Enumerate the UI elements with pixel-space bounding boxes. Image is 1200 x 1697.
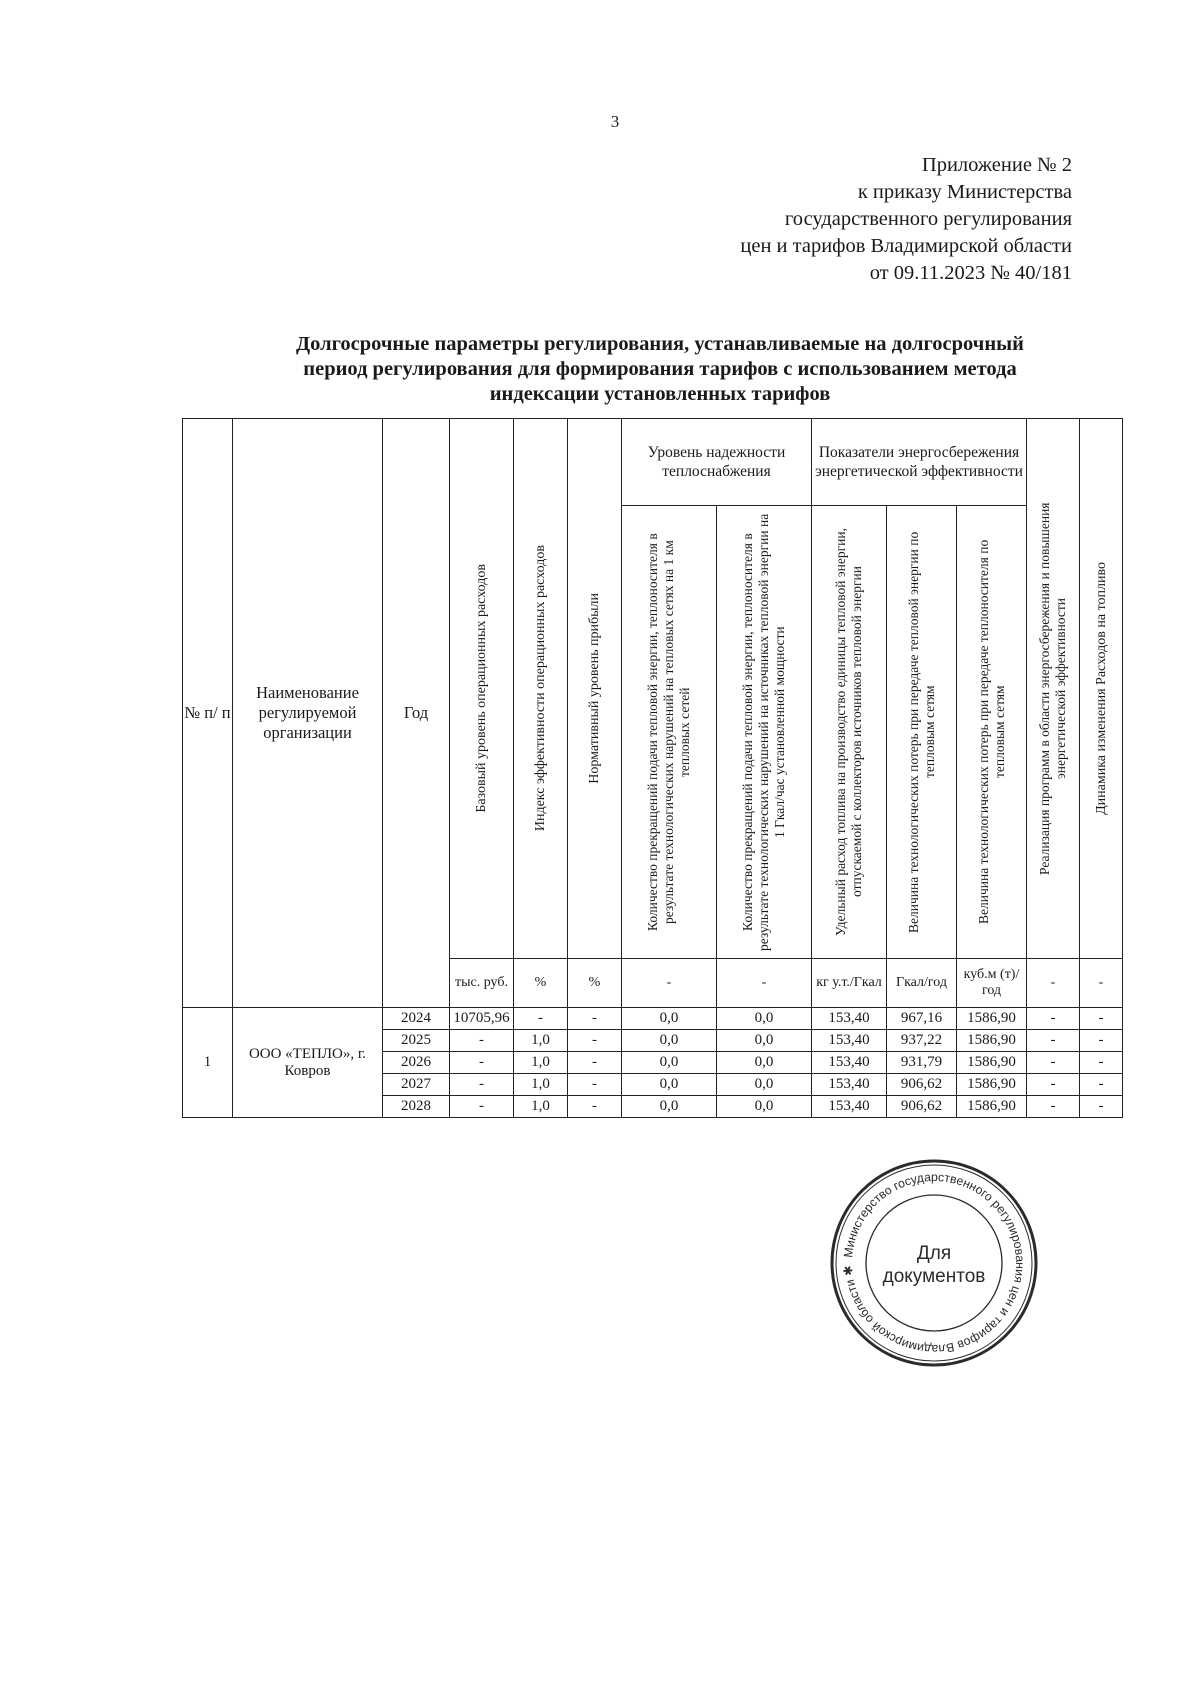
cell-efficiency-index: - <box>514 1008 568 1030</box>
header-group-energy: Показатели энергосбережения энергетической эффективности <box>812 419 1027 506</box>
cell-year: 2028 <box>383 1096 450 1118</box>
cell-interruptions-networks: 0,0 <box>622 1052 717 1074</box>
title-line: Долгосрочные параметры регулирования, устанавливаемые на долгосрочный <box>296 333 1024 355</box>
header-group-reliability: Уровень надежности теплоснабжения <box>622 419 812 506</box>
appendix-line: Приложение № 2 <box>921 154 1072 176</box>
cell-base-opex: - <box>450 1074 514 1096</box>
header-interruptions-sources <box>717 506 812 959</box>
seal-center-line: Для <box>916 1243 952 1264</box>
header-efficiency-index-text: Индекс эффективности операционных расходов <box>533 545 548 832</box>
cell-programs: - <box>1027 1052 1080 1074</box>
cell-programs: - <box>1027 1030 1080 1052</box>
cell-efficiency-index: 1,0 <box>514 1052 568 1074</box>
appendix-header <box>740 152 1072 287</box>
cell-interruptions-sources: 0,0 <box>717 1052 812 1074</box>
cell-programs: - <box>1027 1074 1080 1096</box>
unit-heat-losses: Гкал/год <box>887 959 957 1008</box>
cell-heat-losses: 931,79 <box>887 1052 957 1074</box>
cell-interruptions-sources: 0,0 <box>717 1074 812 1096</box>
cell-interruptions-networks: 0,0 <box>622 1008 717 1030</box>
seal-ring-text: Министерство государственного регулирования цен и тарифов Владимирской области ✱ <box>840 1169 1028 1357</box>
cell-year: 2025 <box>383 1030 450 1052</box>
cell-base-opex: - <box>450 1096 514 1118</box>
org-name: ООО «ТЕПЛО», г. Ковров <box>233 1008 383 1118</box>
cell-carrier-losses: 1586,90 <box>957 1074 1027 1096</box>
cell-carrier-losses: 1586,90 <box>957 1052 1027 1074</box>
cell-base-opex: - <box>450 1030 514 1052</box>
unit-fuel-rate: кг у.т./Гкал <box>812 959 887 1008</box>
header-number: № п/ п <box>183 419 233 1008</box>
cell-profit: - <box>568 1096 622 1118</box>
header-fuel-rate-text: Удельный расход топлива на производство единицы тепловой энергии, отпускаемой с коллекторов источников тепловой энергии <box>833 528 864 936</box>
header-heat-losses-text: Величина технологических потерь при передаче тепловой энергии по тепловым сетям <box>905 531 937 933</box>
cell-interruptions-sources: 0,0 <box>717 1008 812 1030</box>
org-number: 1 <box>183 1008 233 1118</box>
cell-programs: - <box>1027 1096 1080 1118</box>
cell-year: 2026 <box>383 1052 450 1074</box>
cell-fuel-dynamics: - <box>1080 1074 1123 1096</box>
header-heat-losses <box>887 506 957 959</box>
cell-fuel-rate: 153,40 <box>812 1096 887 1118</box>
cell-year: 2027 <box>383 1074 450 1096</box>
appendix-line: цен и тарифов Владимирской области <box>740 235 1072 257</box>
unit-efficiency-index: % <box>514 959 568 1008</box>
cell-carrier-losses: 1586,90 <box>957 1030 1027 1052</box>
header-fuel-rate <box>812 506 887 959</box>
cell-fuel-dynamics: - <box>1080 1030 1123 1052</box>
cell-carrier-losses: 1586,90 <box>957 1008 1027 1030</box>
cell-efficiency-index: 1,0 <box>514 1074 568 1096</box>
appendix-line: от 09.11.2023 № 40/181 <box>869 262 1072 284</box>
cell-fuel-rate: 153,40 <box>812 1030 887 1052</box>
title-line: период регулирования для формирования тарифов с использованием метода <box>303 358 1017 380</box>
unit-carrier-losses: куб.м (т)/год <box>957 959 1027 1008</box>
cell-interruptions-networks: 0,0 <box>622 1030 717 1052</box>
header-organization: Наименование регулируемой организации <box>233 419 383 1008</box>
title-line: индексации установленных тарифов <box>489 383 831 405</box>
cell-fuel-rate: 153,40 <box>812 1074 887 1096</box>
unit-fuel-dynamics: - <box>1080 959 1123 1008</box>
cell-heat-losses: 937,22 <box>887 1030 957 1052</box>
cell-heat-losses: 906,62 <box>887 1074 957 1096</box>
header-profit-text: Нормативный уровень прибыли <box>587 593 602 784</box>
unit-interruptions-sources: - <box>717 959 812 1008</box>
cell-base-opex: 10705,96 <box>450 1008 514 1030</box>
cell-base-opex: - <box>450 1052 514 1074</box>
header-profit <box>568 419 622 959</box>
header-programs-text: Реализация программ в области энергосбережения и повышения энергетической эффективности <box>1037 502 1068 875</box>
regulation-parameters-table <box>182 418 1123 1118</box>
cell-carrier-losses: 1586,90 <box>957 1096 1027 1118</box>
seal-center-line: документов <box>882 1266 986 1287</box>
cell-year: 2024 <box>383 1008 450 1030</box>
cell-fuel-dynamics: - <box>1080 1052 1123 1074</box>
unit-base-opex: тыс. руб. <box>450 959 514 1008</box>
cell-profit: - <box>568 1074 622 1096</box>
cell-fuel-rate: 153,40 <box>812 1008 887 1030</box>
cell-fuel-rate: 153,40 <box>812 1052 887 1074</box>
cell-interruptions-sources: 0,0 <box>717 1096 812 1118</box>
cell-profit: - <box>568 1008 622 1030</box>
cell-programs: - <box>1027 1008 1080 1030</box>
header-base-opex-text: Базовый уровень операционных расходов <box>474 564 489 813</box>
appendix-line: государственного регулирования <box>784 208 1072 230</box>
cell-efficiency-index: 1,0 <box>514 1030 568 1052</box>
cell-heat-losses: 967,16 <box>887 1008 957 1030</box>
header-fuel-dynamics-text: Динамика изменения Расходов на топливо <box>1093 562 1109 815</box>
cell-heat-losses: 906,62 <box>887 1096 957 1118</box>
header-efficiency-index <box>514 419 568 959</box>
header-programs <box>1027 419 1080 959</box>
header-interruptions-networks <box>622 506 717 959</box>
cell-efficiency-index: 1,0 <box>514 1096 568 1118</box>
cell-profit: - <box>568 1030 622 1052</box>
document-title <box>200 332 1120 407</box>
header-carrier-losses-text: Величина технологических потерь при передаче теплоносителя по тепловым сетям <box>975 539 1007 925</box>
cell-interruptions-networks: 0,0 <box>622 1074 717 1096</box>
header-base-opex <box>450 419 514 959</box>
appendix-line: к приказу Министерства <box>857 181 1072 203</box>
header-interruptions-networks-text: Количество прекращений подачи тепловой энергии, теплоносителя в результате технологических нарушений на тепловых сетях на 1 км тепловых сетей <box>645 533 692 931</box>
official-seal-stamp <box>829 1158 1039 1368</box>
page-number: 3 <box>610 112 620 131</box>
cell-interruptions-sources: 0,0 <box>717 1030 812 1052</box>
header-carrier-losses <box>957 506 1027 959</box>
table-row <box>183 1008 1123 1030</box>
cell-fuel-dynamics: - <box>1080 1008 1123 1030</box>
unit-interruptions-networks: - <box>622 959 717 1008</box>
cell-profit: - <box>568 1052 622 1074</box>
header-year: Год <box>383 419 450 1008</box>
unit-programs: - <box>1027 959 1080 1008</box>
cell-interruptions-networks: 0,0 <box>622 1096 717 1118</box>
header-fuel-dynamics <box>1080 419 1123 959</box>
cell-fuel-dynamics: - <box>1080 1096 1123 1118</box>
unit-profit: % <box>568 959 622 1008</box>
header-interruptions-sources-text: Количество прекращений подачи тепловой энергии, теплоносителя в результате технологических нарушений на источниках тепловой энергии на 1 Гкал/час установленной мощности <box>740 513 787 951</box>
